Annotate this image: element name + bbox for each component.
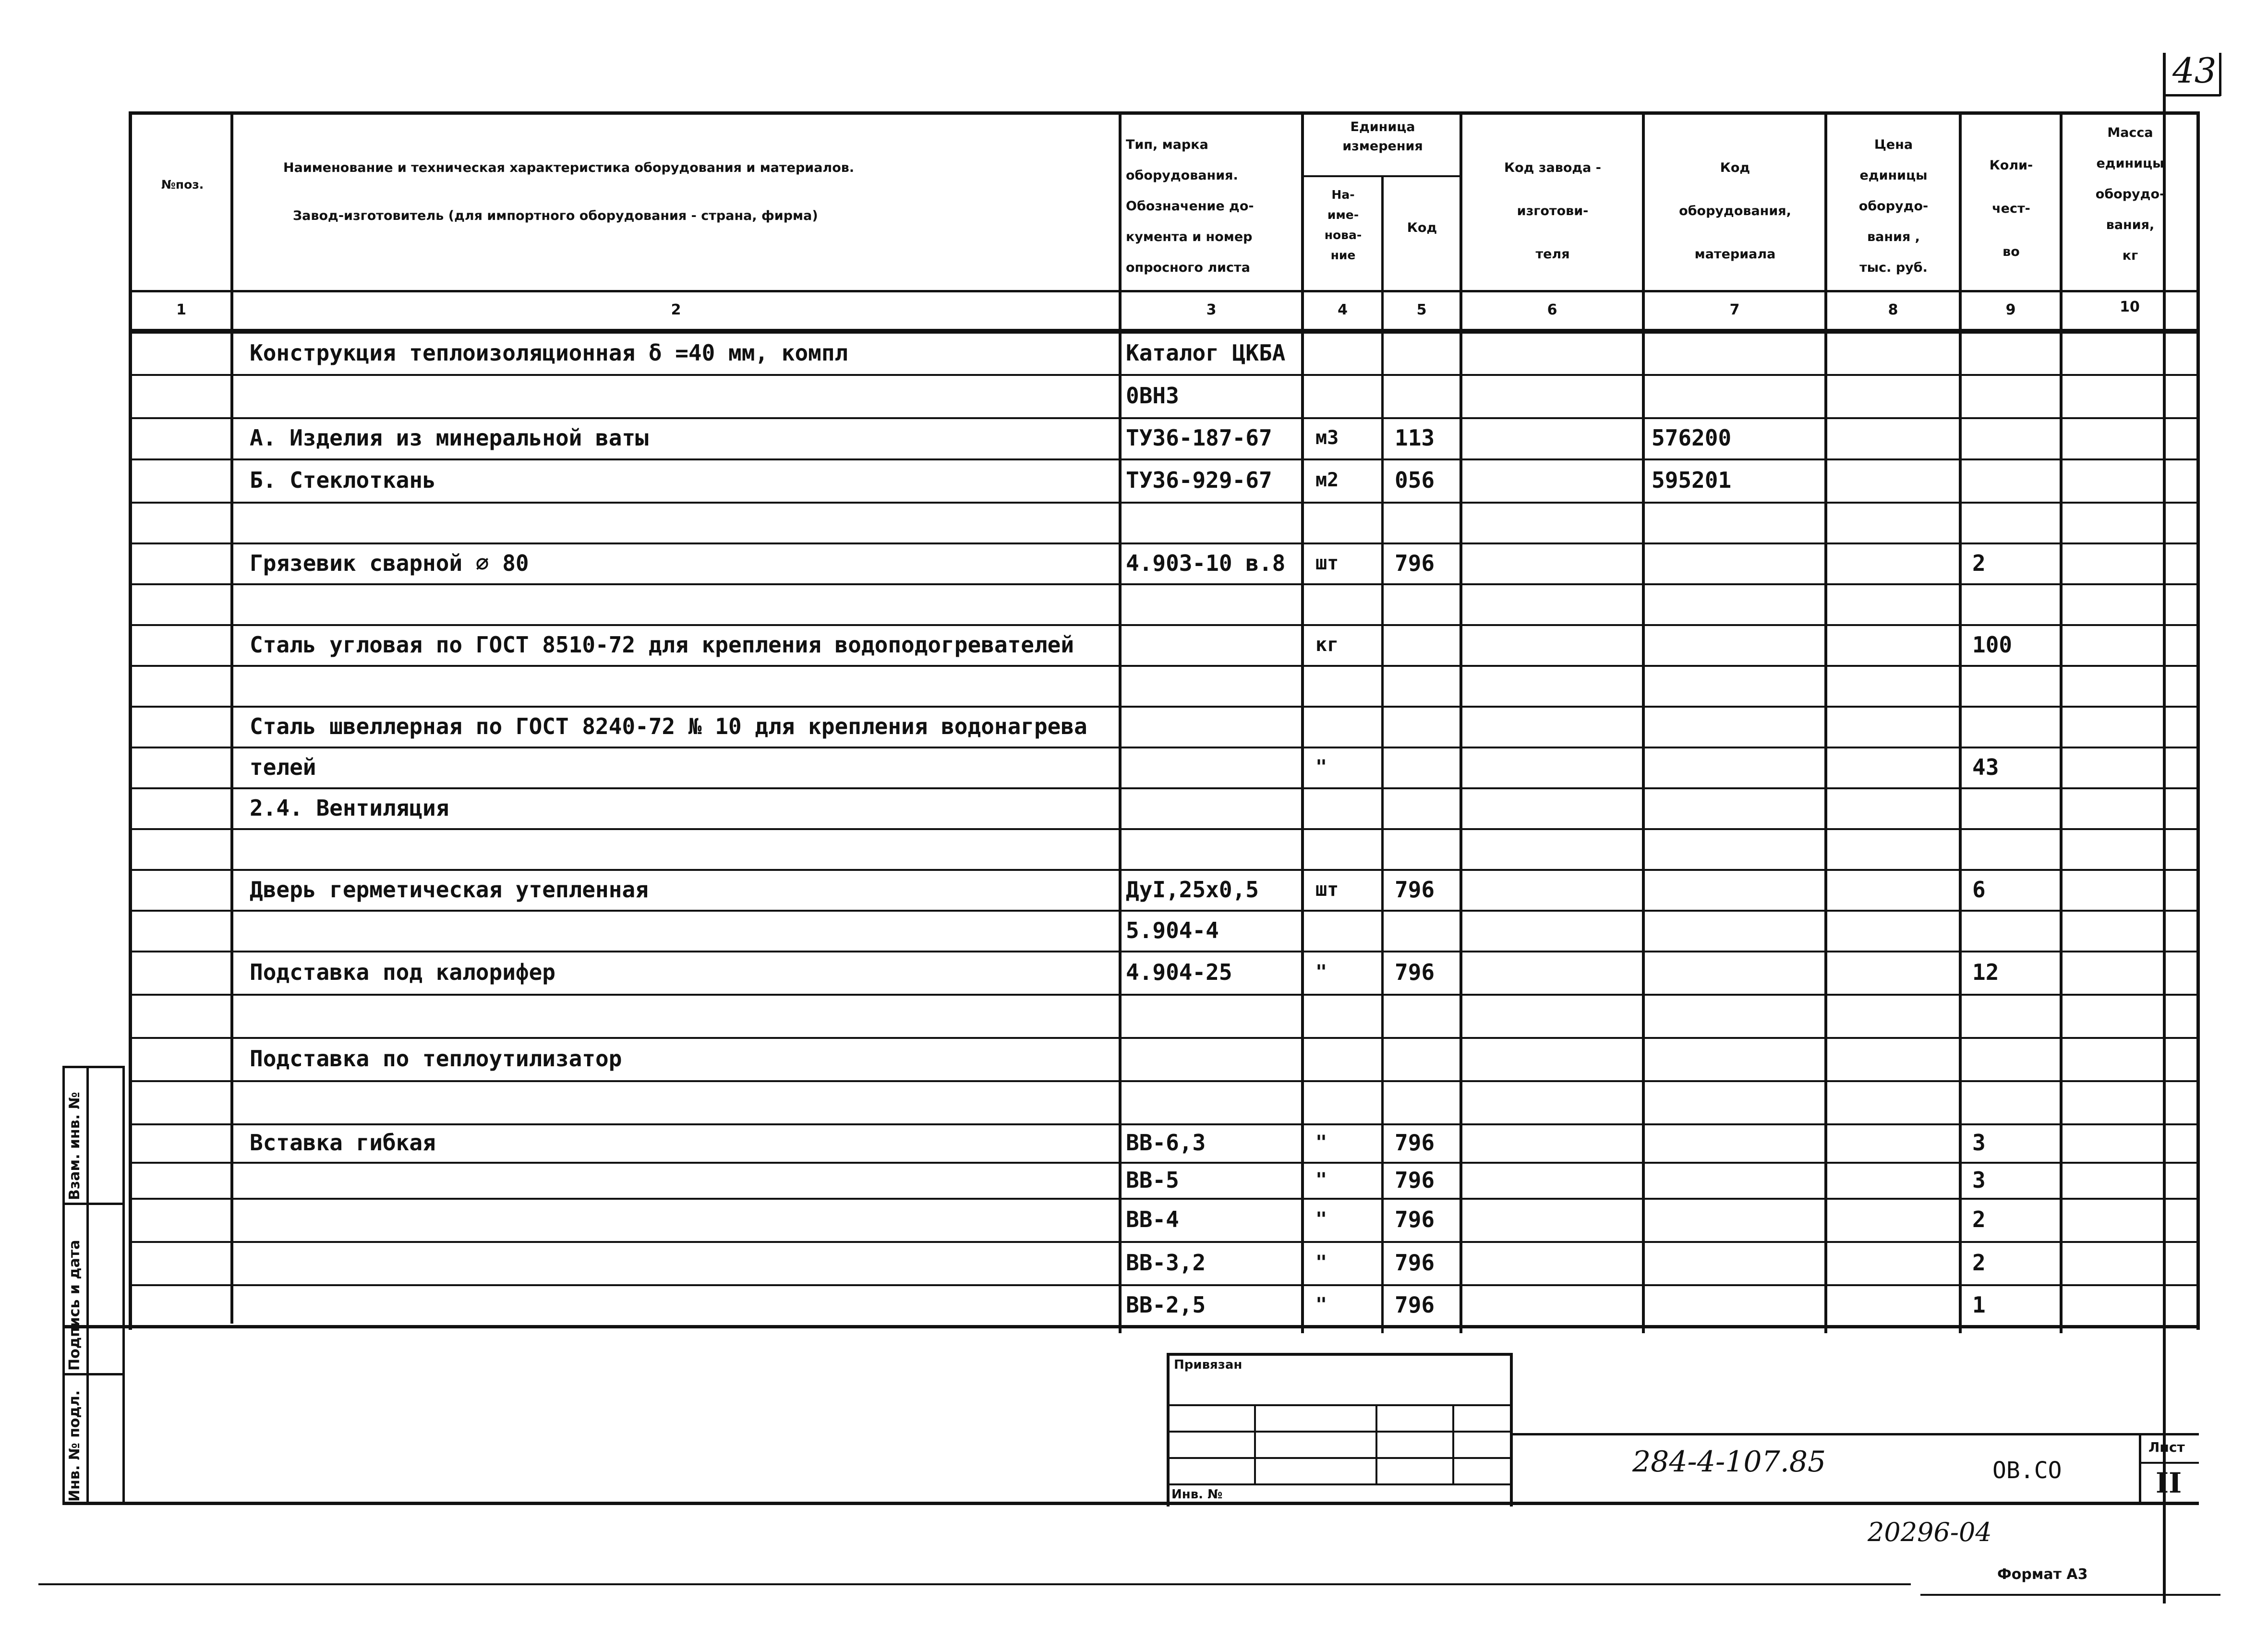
row-17-unit: " — [1315, 1252, 1327, 1274]
col-number-4: 4 — [1338, 301, 1348, 318]
row-6-unit: кг — [1315, 633, 1339, 656]
row-5-qty: 2 — [1972, 550, 1986, 576]
row-10-code: 796 — [1395, 876, 1435, 903]
row-4-eq-code: 595201 — [1652, 467, 1732, 493]
col-number-6: 6 — [1547, 301, 1557, 318]
row-3-unit: м3 — [1315, 427, 1339, 449]
row-4-code: 056 — [1395, 467, 1435, 493]
row-3-name: А. Изделия из минеральной ваты — [250, 425, 649, 451]
col-number-9: 9 — [2005, 301, 2016, 318]
row-12-unit: " — [1315, 961, 1327, 983]
row-5-name: Грязевик сварной ⌀ 80 — [250, 550, 529, 576]
side-label-vzam: Взам. инв. № — [66, 1092, 83, 1200]
row-4-type: ТУ36-929-67 — [1126, 467, 1272, 493]
header-type: Тип, марка оборудования. Обозначение до- кумента и номер опросного листа — [1126, 137, 1254, 275]
header-unit-name: На- име- нова- ние — [1324, 188, 1362, 262]
row-17-code: 796 — [1395, 1250, 1435, 1276]
header-plant-code: Код завода - изготови- теля — [1504, 160, 1601, 262]
col-number-1: 1 — [176, 301, 186, 318]
header-price: Цена единицы оборудо- вания , тыс. руб. — [1858, 137, 1929, 275]
row-3-eq-code: 576200 — [1652, 425, 1732, 451]
row-16-code: 796 — [1395, 1206, 1435, 1232]
row-14-qty: 3 — [1972, 1130, 1986, 1156]
col-number-3: 3 — [1206, 301, 1217, 318]
row-15-type: ВВ-5 — [1126, 1167, 1179, 1193]
row-14-name: Вставка гибкая — [250, 1130, 436, 1156]
header-pos: №поз. — [161, 178, 204, 192]
row-16-unit: " — [1315, 1208, 1327, 1230]
stamp-section: ОВ.СО — [1992, 1457, 2062, 1484]
col-number-8: 8 — [1888, 301, 1898, 318]
row-14-code: 796 — [1395, 1130, 1435, 1156]
side-label-podpis: Подпись и дата — [66, 1240, 83, 1371]
header-qty: Коли- чест- во — [1989, 158, 2033, 259]
row-15-unit: " — [1315, 1169, 1327, 1191]
row-4-name: Б. Стеклоткань — [250, 467, 436, 493]
row-18-unit: " — [1315, 1293, 1327, 1316]
header-mass: Масса единицы оборудо- вания, кг — [2095, 125, 2165, 263]
row-10-unit: шт — [1315, 878, 1339, 901]
row-11-type: 5.904-4 — [1126, 917, 1219, 943]
row-14-unit: " — [1315, 1132, 1327, 1154]
row-12-type: 4.904-25 — [1126, 959, 1232, 985]
stamp-privyazan: Привязан — [1174, 1358, 1243, 1372]
col-number-7: 7 — [1729, 301, 1740, 318]
row-1-name: Конструкция теплоизоляционная δ =40 мм, компл — [250, 340, 848, 366]
footer-format: Формат А3 — [1997, 1566, 2088, 1583]
stamp-doc-code: 284-4-107.85 — [1632, 1445, 1826, 1479]
row-8-unit: " — [1315, 756, 1327, 778]
row-15-code: 796 — [1395, 1167, 1435, 1193]
row-1-type: Каталог ЦКБА — [1126, 340, 1286, 366]
col-number-2: 2 — [671, 301, 681, 318]
row-17-type: ВВ-3,2 — [1126, 1250, 1206, 1276]
col-number-5: 5 — [1416, 301, 1427, 318]
stamp-inv-no: Инв. № — [1171, 1487, 1223, 1502]
row-2-type: 0ВНЗ — [1126, 383, 1179, 409]
row-7-name: Сталь швеллерная по ГОСТ 8240-72 № 10 для крепления водонагрева — [250, 713, 1087, 739]
row-18-qty: 1 — [1972, 1291, 1986, 1318]
header-unit-code: Код — [1407, 220, 1437, 235]
page-number: 43 — [2172, 50, 2217, 91]
header-name-line1: Наименование и техническая характеристика оборудования и материалов. — [283, 160, 855, 175]
row-3-code: 113 — [1395, 425, 1435, 451]
row-18-code: 796 — [1395, 1291, 1435, 1318]
row-8-name: телей — [250, 754, 316, 780]
row-13-name: Подставка по теплоутилизатор — [250, 1046, 622, 1072]
row-10-type: ДуI,25х0,5 — [1126, 876, 1259, 903]
row-16-qty: 2 — [1972, 1206, 1986, 1232]
header-unit: Единица измерения — [1342, 120, 1423, 154]
row-10-qty: 6 — [1972, 876, 1986, 903]
col-number-10: 10 — [2120, 299, 2140, 315]
row-15-qty: 3 — [1972, 1167, 1986, 1193]
row-18-type: ВВ-2,5 — [1126, 1291, 1206, 1318]
row-12-qty: 12 — [1972, 959, 1999, 985]
row-14-type: ВВ-6,3 — [1126, 1130, 1206, 1156]
row-3-type: ТУ36-187-67 — [1126, 425, 1272, 451]
stamp-sheet-label: Лист — [2148, 1439, 2185, 1455]
row-5-unit: шт — [1315, 552, 1339, 574]
row-6-qty: 100 — [1972, 631, 2013, 658]
row-5-code: 796 — [1395, 550, 1435, 576]
row-12-code: 796 — [1395, 959, 1435, 985]
row-9-name: 2.4. Вентиляция — [250, 795, 449, 821]
row-6-name: Сталь угловая по ГОСТ 8510-72 для крепления водоподогревателей — [250, 631, 1074, 658]
side-label-inv-podl: Инв. № подл. — [66, 1390, 83, 1502]
footer-number: 20296-04 — [1868, 1517, 1992, 1547]
row-16-type: ВВ-4 — [1126, 1206, 1179, 1232]
header-name-line2: Завод-изготовитель (для импортного оборудования - страна, фирма) — [293, 208, 818, 223]
row-12-name: Подставка под калорифер — [250, 959, 555, 985]
row-10-name: Дверь герметическая утепленная — [250, 876, 649, 903]
stamp-sheet-number: II — [2156, 1467, 2182, 1499]
row-5-type: 4.903-10 в.8 — [1126, 550, 1286, 576]
row-8-qty: 43 — [1972, 754, 1999, 780]
row-4-unit: м2 — [1315, 469, 1339, 491]
header-equip-code: Код оборудования, материала — [1679, 160, 1791, 262]
row-17-qty: 2 — [1972, 1250, 1986, 1276]
